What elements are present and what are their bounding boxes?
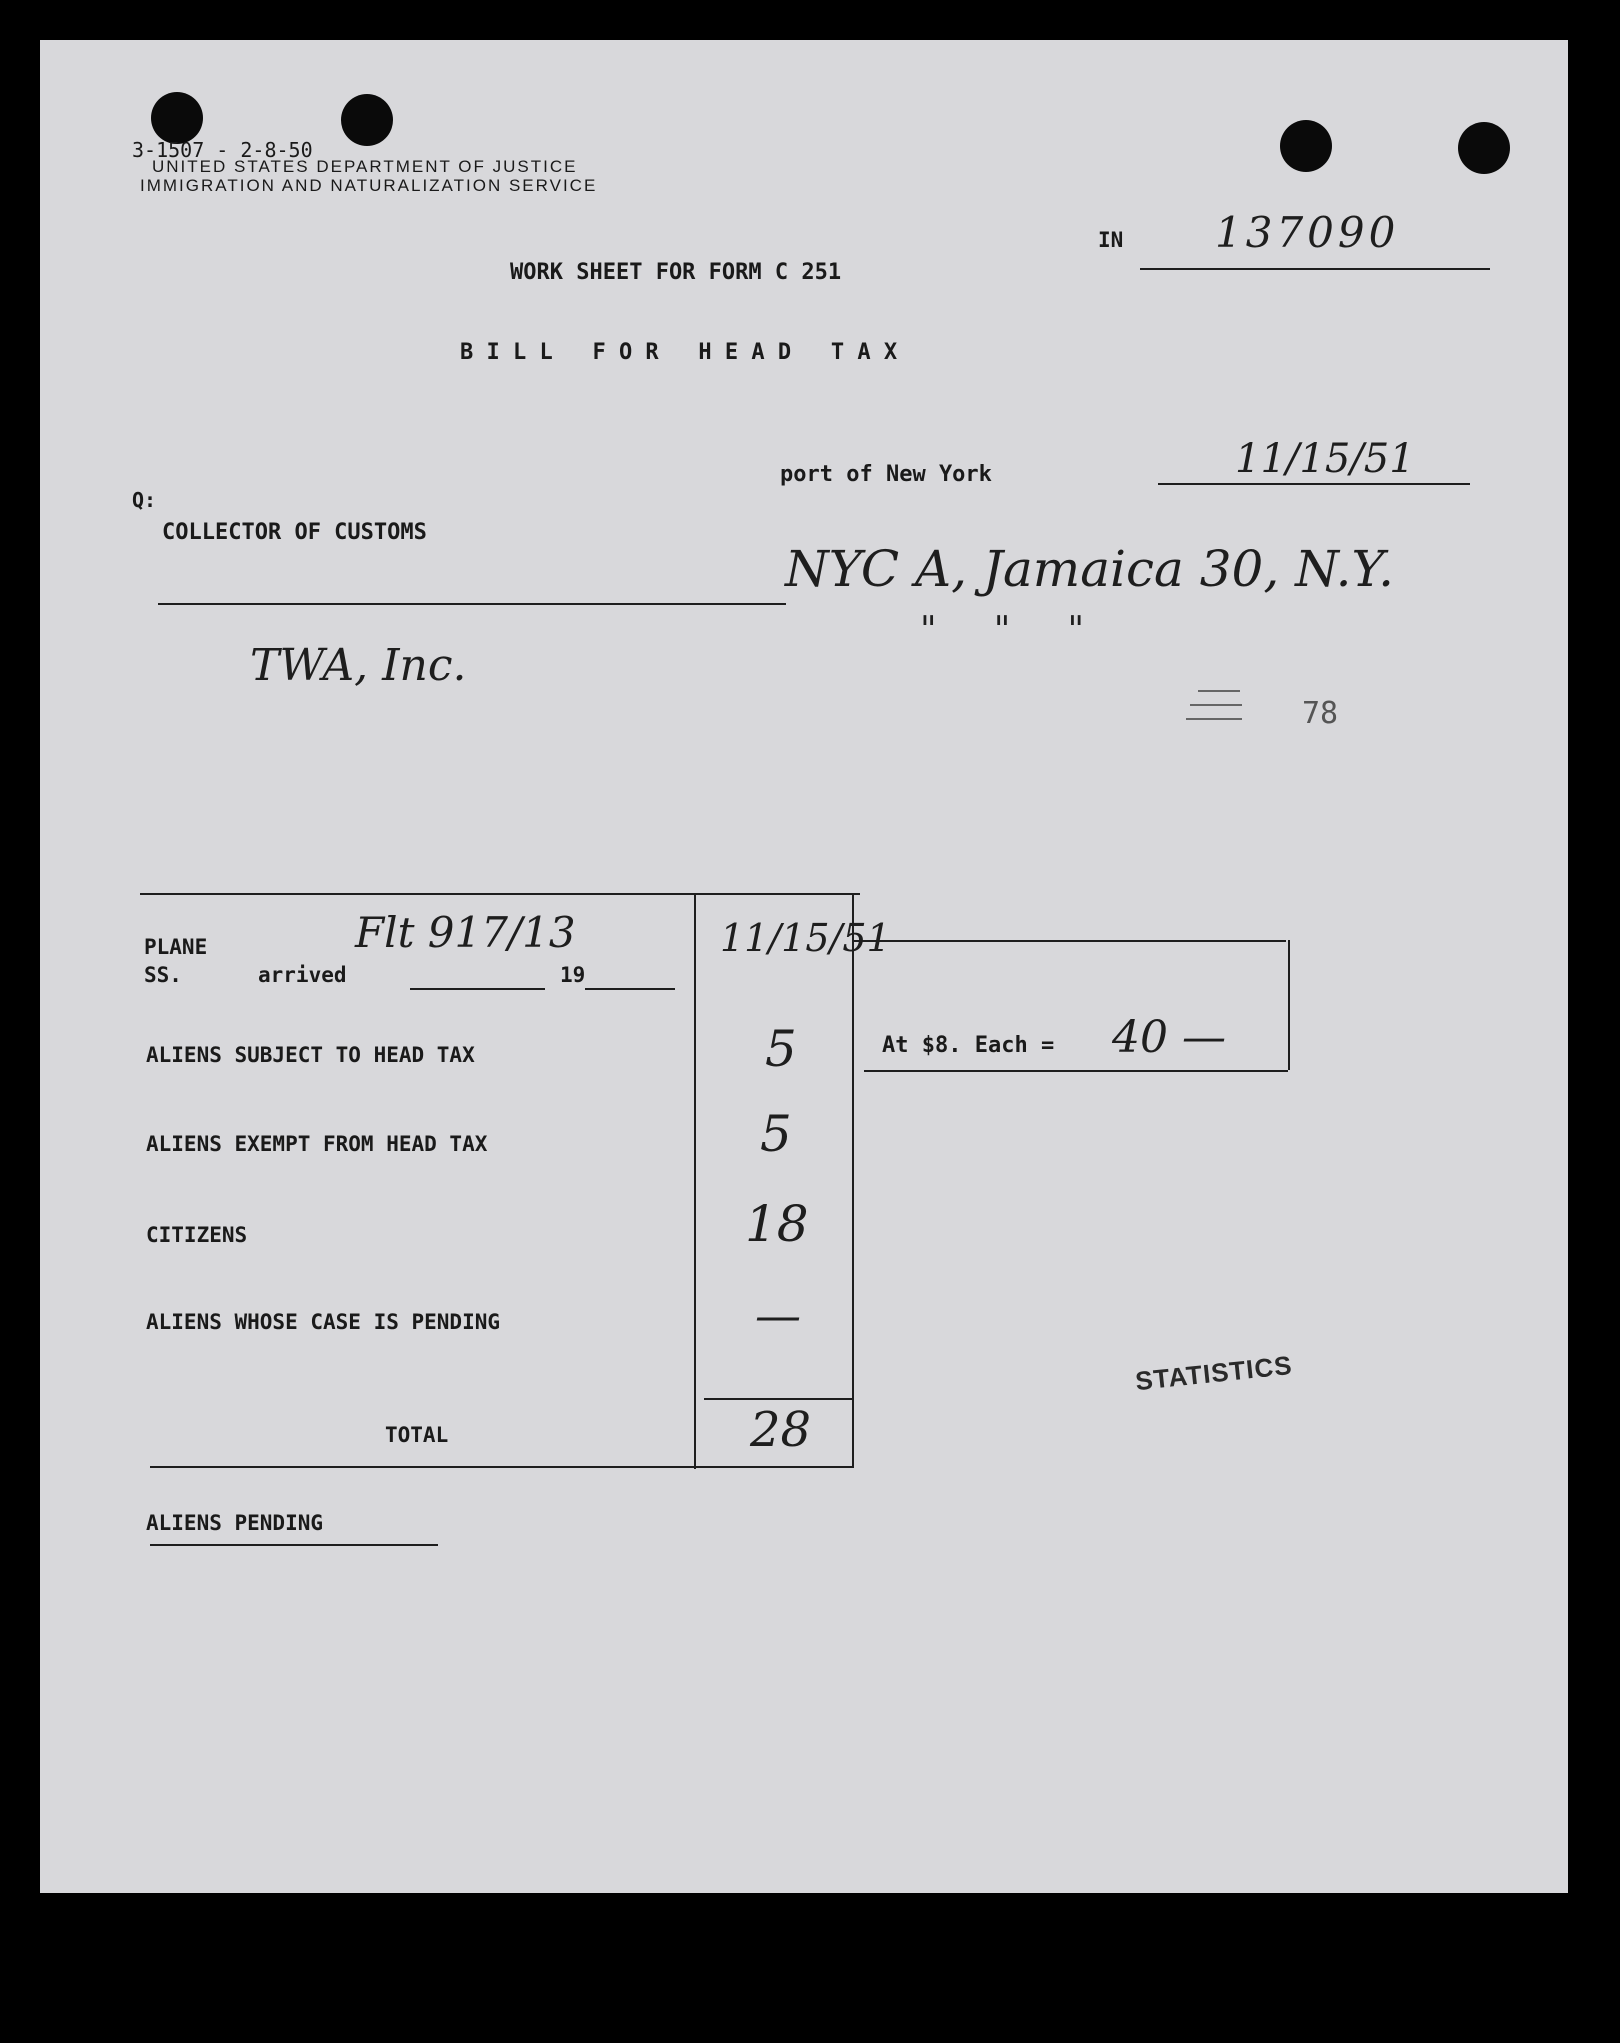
arrived-label: arrived: [258, 963, 347, 987]
row-value-pending: —: [755, 1288, 801, 1342]
port-label: port of New York: [780, 462, 992, 487]
in-number: 137090: [1215, 208, 1400, 257]
ref-dash: [1190, 704, 1242, 706]
punch-hole: [151, 92, 203, 144]
port-date-line: [1158, 483, 1470, 485]
year-line: [585, 988, 675, 990]
department-name: UNITED STATES DEPARTMENT OF JUSTICE: [152, 157, 578, 176]
port-date: 11/15/51: [1235, 436, 1415, 482]
punch-hole: [1458, 122, 1510, 174]
ss-label: SS.: [144, 963, 182, 987]
punch-hole: [341, 94, 393, 146]
punch-hole: [1280, 120, 1332, 172]
ditto-marks: " " ": [920, 610, 1085, 651]
to-prefix: Q:: [132, 488, 157, 512]
addressee-location: NYC A, Jamaica 30, N.Y.: [785, 540, 1395, 598]
total-value: 28: [750, 1402, 812, 1458]
bill-title: B I L L F O R H E A D T A X: [460, 340, 898, 365]
ref-dash: [1198, 690, 1240, 692]
year-prefix: 19: [560, 963, 586, 987]
ref-number: 78: [1302, 696, 1339, 731]
carrier-name: TWA, Inc.: [250, 640, 467, 691]
row-label-citizens: CITIZENS: [146, 1223, 248, 1247]
service-name: IMMIGRATION AND NATURALIZATION SERVICE: [140, 176, 598, 195]
aliens-pending-line: [150, 1544, 438, 1546]
table-top-border: [140, 893, 860, 895]
addressee-line: [158, 603, 786, 605]
document-page: [40, 40, 1568, 1893]
in-label: IN: [1098, 228, 1124, 252]
form-code: 3-1507 - 2-8-50: [132, 138, 313, 162]
rate-box-bottom: [864, 1070, 1288, 1072]
total-label: TOTAL: [385, 1423, 449, 1447]
row-label-pending: ALIENS WHOSE CASE IS PENDING: [146, 1310, 501, 1334]
table-divider-right: [852, 895, 854, 1467]
addressee: COLLECTOR OF CUSTOMS: [162, 520, 427, 545]
rate-label: At $8. Each =: [882, 1033, 1055, 1058]
table-bottom-border: [150, 1466, 854, 1468]
row-value-citizens: 18: [745, 1195, 809, 1253]
in-number-line: [1140, 268, 1490, 270]
plane-label: PLANE: [144, 935, 208, 959]
table-divider-left: [694, 895, 696, 1469]
row-label-exempt: ALIENS EXEMPT FROM HEAD TAX: [146, 1132, 488, 1156]
arrived-line: [410, 988, 545, 990]
arrival-date: 11/15/51: [720, 916, 891, 960]
rate-box-top: [852, 940, 1286, 942]
row-value-exempt: 5: [760, 1105, 792, 1163]
row-value-subject: 5: [765, 1020, 797, 1078]
ref-dash: [1186, 718, 1242, 720]
statistics-stamp: STATISTICS: [1133, 1349, 1294, 1397]
rate-box-right: [1288, 940, 1290, 1070]
aliens-pending-label: ALIENS PENDING: [146, 1511, 324, 1535]
row-label-subject: ALIENS SUBJECT TO HEAD TAX: [146, 1043, 475, 1067]
flight-number: Flt 917/13: [355, 908, 576, 957]
total-row-line: [704, 1398, 852, 1400]
worksheet-title: WORK SHEET FOR FORM C 251: [510, 260, 842, 285]
rate-amount: 40 —: [1112, 1012, 1226, 1063]
